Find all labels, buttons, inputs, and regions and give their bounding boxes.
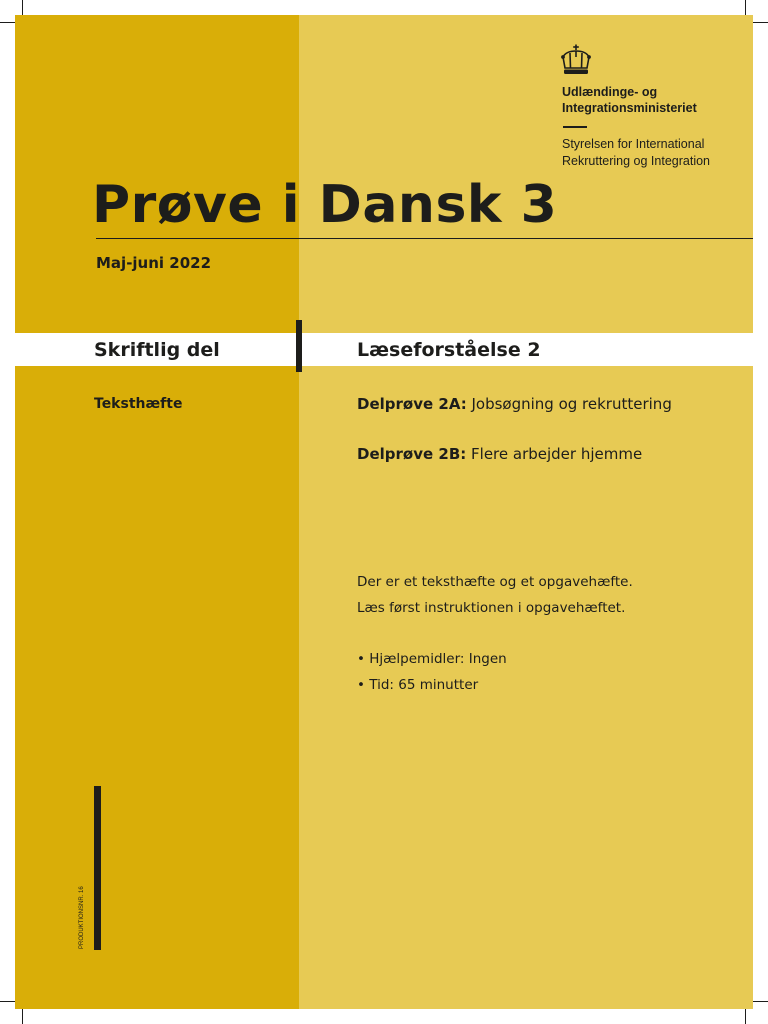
section-title-written: Skriftlig del — [94, 339, 220, 361]
booklet-label: Teksthæfte — [94, 396, 183, 412]
cover-panel-left-bottom — [15, 366, 299, 1009]
subtest-2a-label: Delprøve 2A: — [357, 395, 467, 413]
subtest-2b-label: Delprøve 2B: — [357, 445, 467, 463]
agency-name — [562, 136, 710, 170]
crop-mark-bottom-left-v — [22, 1009, 23, 1024]
ministry-name-line-1: Udlændinge- og — [562, 85, 658, 99]
ministry-name-line-2: Integrationsministeriet — [562, 101, 697, 115]
production-number: PRODUKTIONSNR. 16 — [79, 886, 85, 949]
crop-mark-top-left-h — [0, 22, 15, 23]
ministry-divider — [563, 126, 587, 128]
instruction-line-1: Der er et teksthæfte og et opgavehæfte. — [357, 574, 633, 590]
title-underline — [96, 238, 753, 239]
crop-mark-bottom-right-h — [753, 1001, 768, 1002]
section-divider-bar — [296, 320, 302, 372]
crop-mark-bottom-left-h — [0, 1001, 15, 1002]
agency-name-line-1: Styrelsen for International — [562, 137, 705, 151]
ministry-name — [562, 84, 697, 116]
crown-icon — [558, 44, 594, 76]
exam-date: Maj-juni 2022 — [96, 254, 212, 272]
subtest-2b — [357, 444, 642, 464]
instruction-line-2: Læs først instruktionen i opgavehæftet. — [357, 600, 626, 616]
bullet-time: • Tid: 65 minutter — [357, 677, 479, 693]
subtest-2a — [357, 394, 672, 414]
section-title-reading: Læseforståelse 2 — [357, 339, 541, 361]
crop-mark-top-left-v — [22, 0, 23, 15]
subtest-2a-title: Jobsøgning og rekruttering — [471, 395, 672, 413]
bullet-aids: • Hjælpemidler: Ingen — [357, 651, 507, 667]
vertical-accent-bar — [94, 786, 101, 950]
cover-title: Prøve i Dansk 3 — [92, 175, 558, 235]
crop-mark-bottom-right-v — [745, 1009, 746, 1024]
crop-mark-top-right-h — [753, 22, 768, 23]
crop-mark-top-right-v — [745, 0, 746, 15]
agency-name-line-2: Rekruttering og Integration — [562, 154, 711, 168]
subtest-2b-title: Flere arbejder hjemme — [471, 445, 643, 463]
